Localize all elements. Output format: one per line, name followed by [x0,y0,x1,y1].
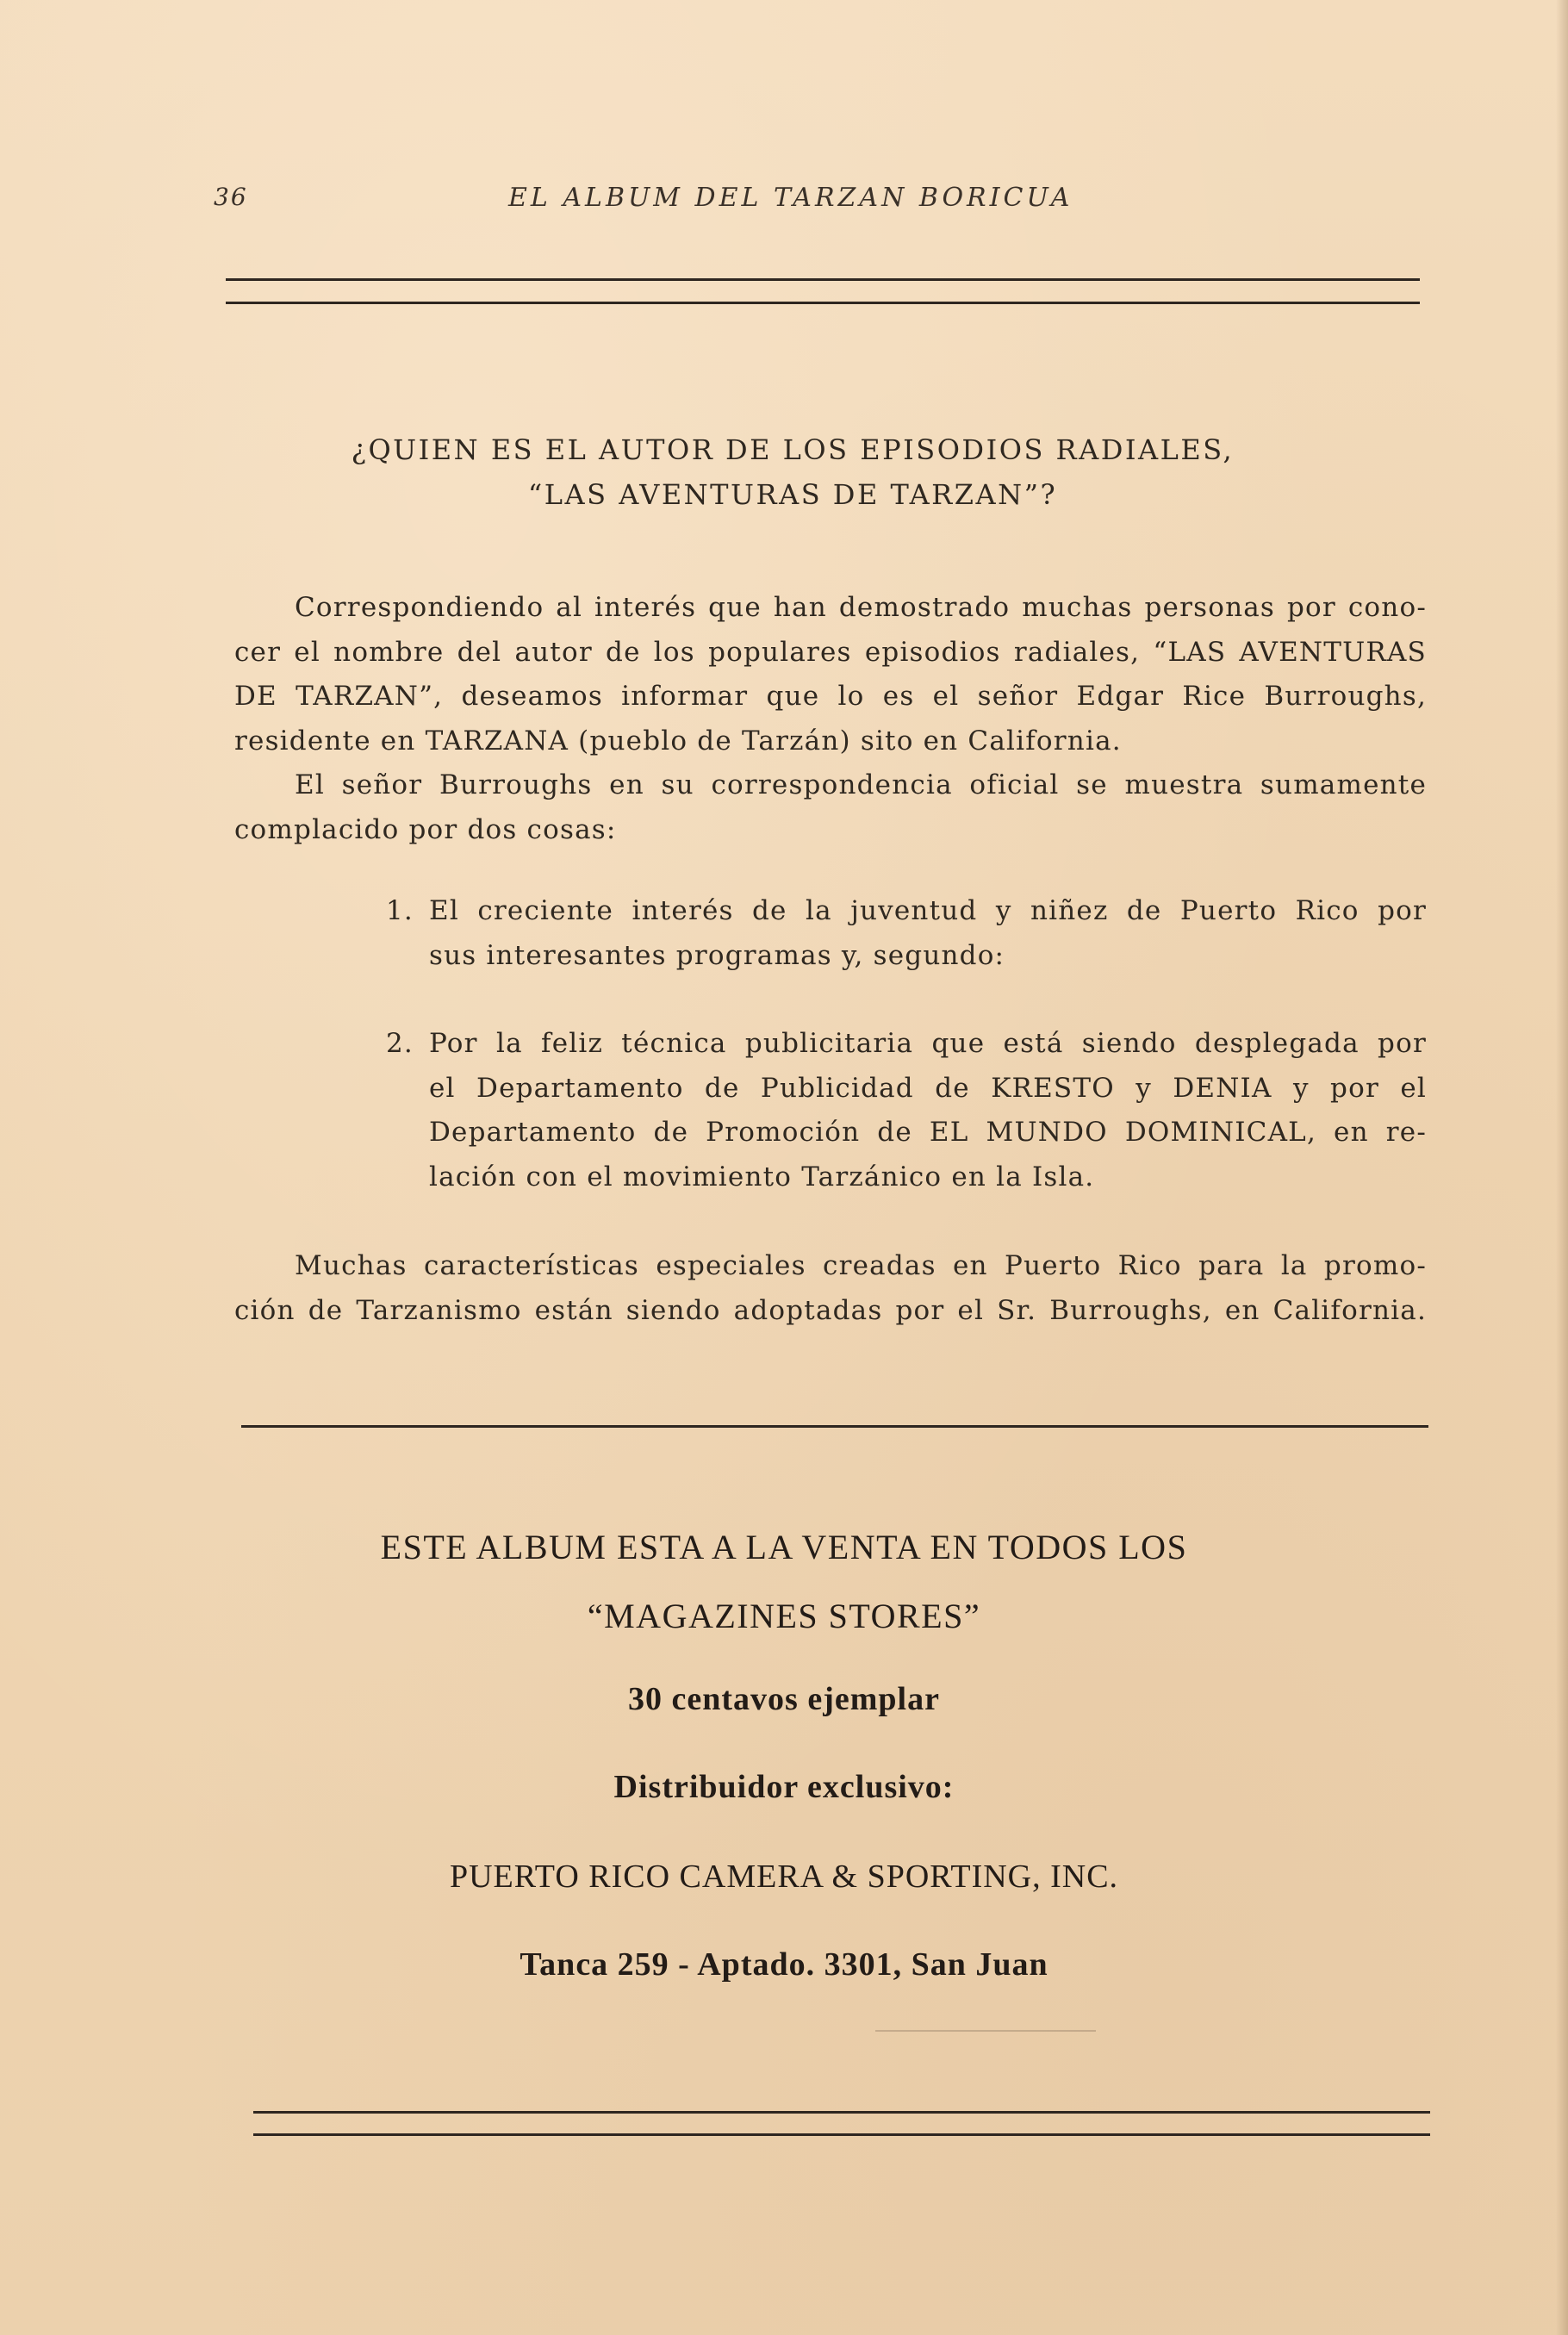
paragraph-2-line-1: El señor Burroughs en su correspondencia oficial se muestra sumamente [295,769,1427,800]
paragraph-3 [234,1244,1427,1333]
paragraph-1 [234,586,1427,763]
paragraph-1-line-4: residente en TARZANA (pueblo de Tarzán) sito en California. [234,725,1122,757]
paragraph-3-line-1: Muchas características especiales creadas en Puerto Rico para la promo- [295,1250,1427,1281]
header-rule-top [226,278,1420,281]
paragraph-1-line-1: Correspondiendo al interés que han demostrado muchas personas por cono- [295,592,1427,623]
notice-address: Tanca 259 - Aptado. 3301, San Juan [520,1946,1048,1983]
page-number: 36 [214,183,248,211]
notice-price: 30 centavos ejemplar [628,1681,940,1717]
faint-mark [875,2030,1096,2032]
list-item-1-text [429,889,1427,978]
paragraph-1-line-2: cer el nombre del autor de los populares episodios radiales, “LAS AVENTURAS [234,636,1427,668]
list-item-2-line-4: lación con el movimiento Tarzánico en la Isla. [429,1161,1095,1192]
running-head [0,183,1568,217]
list-item-1-line-2: sus interesantes programas y, segundo: [429,939,1005,971]
article-end-rule [241,1425,1428,1428]
footer-rule-top [253,2111,1430,2114]
list-item-2-line-1: Por la feliz técnica publicitaria que está siendo desplegada por [429,1028,1427,1059]
page-edge-shadow [1556,0,1568,2335]
paragraph-2-line-2: complacido por dos cosas: [234,813,617,845]
header-rule-bottom [226,302,1420,304]
list-item-1-number: 1. [386,895,414,926]
journal-title: EL ALBUM DEL TARZAN BORICUA [508,183,1073,213]
notice-line-1: ESTE ALBUM ESTA A LA VENTA EN TODOS LOS [380,1528,1188,1566]
paragraph-2 [234,763,1427,852]
article-title [233,427,1353,517]
footer-rule-bottom [253,2133,1430,2136]
list-item-2-text [429,1022,1427,1199]
list-item-2-line-3: Departamento de Promoción de EL MUNDO DOMINICAL, en re- [429,1117,1427,1148]
notice-distributor-name: PUERTO RICO CAMERA & SPORTING, INC. [449,1859,1119,1895]
list-item-1-line-1: El creciente interés de la juventud y niñez de Puerto Rico por [429,895,1427,926]
article-title-line-1: ¿QUIEN ES EL AUTOR DE LOS EPISODIOS RADIALES, [351,433,1235,466]
paragraph-3-line-2: ción de Tarzanismo están siendo adoptadas por el Sr. Burroughs, en California. [234,1294,1427,1326]
list-item-2-number: 2. [386,1028,414,1059]
paragraph-1-line-3: DE TARZAN”, deseamos informar que lo es el señor Edgar Rice Burroughs, [234,681,1427,712]
list-item-2-line-2: el Departamento de Publicidad de KRESTO y DENIA y por el [429,1072,1427,1104]
article-title-line-2: “LAS AVENTURAS DE TARZAN”? [527,478,1058,511]
notice-line-2: “MAGAZINES STORES” [587,1597,981,1635]
notice-distributor-label: Distribuidor exclusivo: [613,1769,955,1805]
